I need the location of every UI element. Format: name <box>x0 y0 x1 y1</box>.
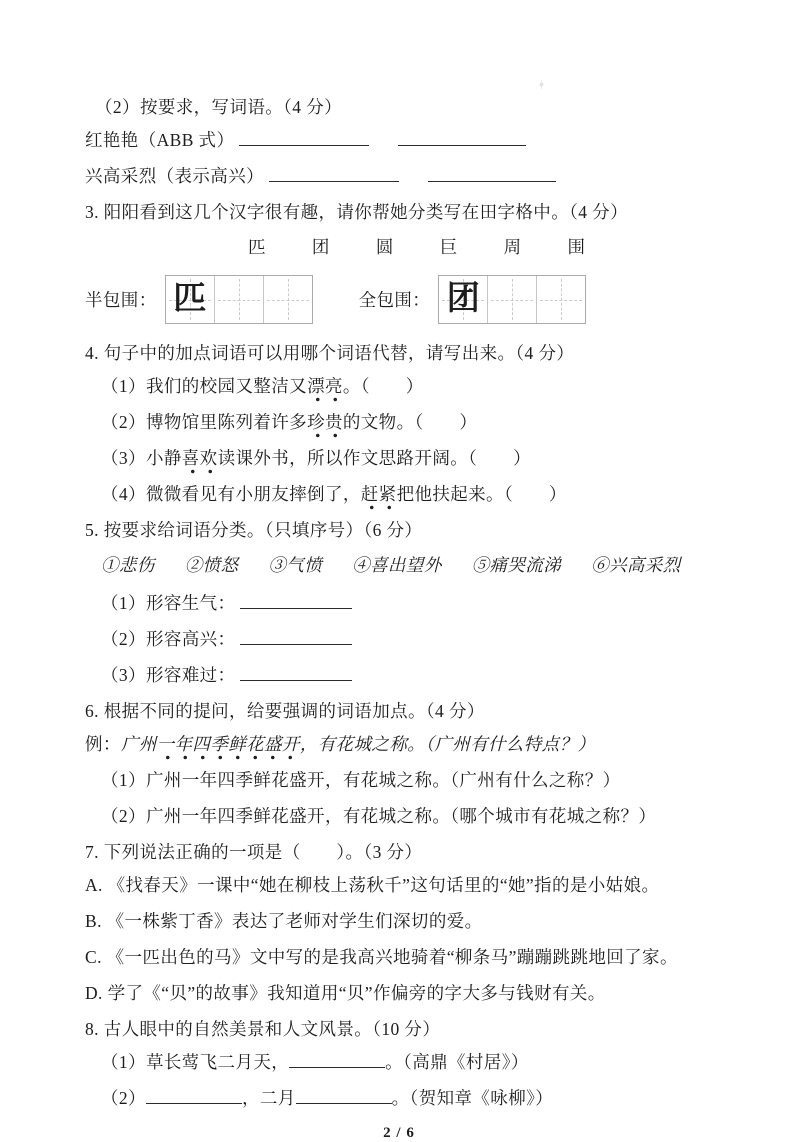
word-item: ③气愤 <box>268 555 323 575</box>
answer-blank <box>240 631 352 645</box>
handwritten-character: 团 <box>446 281 480 317</box>
question-6-item-2: （2）广州一年四季鲜花盛开，有花城之称。（哪个城市有花城之称？） <box>101 806 657 826</box>
classify-label: （1）形容生气： <box>101 593 236 613</box>
question-7-option-c: C. 《一匹出色的马》文中写的是我高兴地骑着“柳条马”蹦蹦跳跳地回了家。 <box>85 947 678 967</box>
tianzige-cell <box>488 276 537 323</box>
tianzige-cell <box>215 276 264 323</box>
emphasized-word: 喜欢 <box>182 448 218 474</box>
question-4-item-3 <box>85 447 713 469</box>
question-8-item-2 <box>85 1087 713 1109</box>
tianzige-cell <box>264 276 312 323</box>
question-4-item-1 <box>85 375 713 397</box>
character-item: 周 <box>503 237 522 257</box>
question-5-title: 5. 按要求给词语分类。（只填序号）（6 分） <box>85 520 423 540</box>
poem-text: ，二月 <box>241 1088 296 1108</box>
answer-blank <box>296 1090 392 1104</box>
word-list <box>85 552 713 577</box>
sentence-text: （3）小静 <box>101 448 182 468</box>
question-2 <box>85 96 713 187</box>
classify-label: （3）形容难过： <box>101 665 236 685</box>
sentence-text: （1）我们的校园又整洁又 <box>101 376 308 396</box>
sentence-text: 把他扶起来。（ ） <box>396 484 567 504</box>
question-3-title: 3. 阳阳看到这几个汉字很有趣，请你帮她分类写在田字格中。（4 分） <box>85 202 628 222</box>
poem-text: （2） <box>101 1088 146 1108</box>
tianzige-row <box>85 275 713 324</box>
question-4 <box>85 342 713 505</box>
sentence-text: 的文物。（ ） <box>342 412 478 432</box>
sentence-text: （2）博物馆里陈列着许多 <box>101 412 308 432</box>
question-2-item-2 <box>85 165 713 187</box>
question-5-item-3 <box>85 664 713 686</box>
character-item: 团 <box>311 237 330 257</box>
answer-blank <box>428 168 556 182</box>
answer-blank <box>240 667 352 681</box>
tianzige-cell <box>537 276 585 323</box>
question-6-example <box>85 733 713 755</box>
question-6-title: 6. 根据不同的提问，给要强调的词语加点。（4 分） <box>85 701 485 721</box>
question-5-item-1 <box>85 592 713 614</box>
tianzige-cell <box>439 276 488 323</box>
question-8-item-1 <box>85 1051 713 1073</box>
sentence-text: 广州 <box>120 734 157 754</box>
sentence-text: 读课外书，所以作文思路开阔。（ ） <box>217 448 532 468</box>
character-item: 围 <box>567 237 586 257</box>
word-item: ⑥兴高采烈 <box>591 555 681 575</box>
question-5-item-2 <box>85 628 713 650</box>
character-item: 巨 <box>439 237 458 257</box>
classify-label: （2）形容高兴： <box>101 629 236 649</box>
answer-blank <box>239 132 369 146</box>
question-2-item-1 <box>85 129 713 151</box>
emphasized-phrase: 一年四季鲜花盛开 <box>157 734 300 760</box>
question-7-option-b: B. 《一株紫丁香》表达了老师对学生们深切的爱。 <box>85 911 483 931</box>
tianzige-grid-full-enclosure <box>438 275 586 324</box>
word-prompt-label: 红艳艳（ABB 式） <box>85 130 235 150</box>
answer-blank <box>289 1054 385 1068</box>
answer-blank <box>146 1090 242 1104</box>
emphasized-word: 赶紧 <box>361 484 397 510</box>
answer-blank <box>269 168 399 182</box>
question-6-item-1: （1）广州一年四季鲜花盛开，有花城之称。（广州有什么之称？） <box>101 770 621 790</box>
word-prompt-label: 兴高采烈（表示高兴） <box>85 166 264 186</box>
question-8 <box>85 1018 713 1109</box>
full-enclosure-label: 全包围： <box>358 290 431 310</box>
word-item: ⑤痛哭流涕 <box>471 555 562 575</box>
answer-blank <box>398 132 526 146</box>
handwritten-character: 匹 <box>173 281 207 317</box>
question-3 <box>85 201 713 324</box>
question-4-title: 4. 句子中的加点词语可以用哪个词语代替，请写出来。（4 分） <box>85 343 575 363</box>
sentence-text: 。（ ） <box>342 376 424 396</box>
emphasized-word: 漂亮 <box>307 376 343 402</box>
tianzige-cell <box>166 276 215 323</box>
tianzige-grid-half-enclosure <box>165 275 313 324</box>
emphasized-word: 珍贵 <box>307 412 343 438</box>
example-label: 例： <box>85 734 121 754</box>
word-item: ①悲伤 <box>101 555 155 575</box>
question-4-item-2 <box>85 411 713 433</box>
question-5 <box>85 519 713 686</box>
question-7-title: 7. 下列说法正确的一项是（ ）。（3 分） <box>85 842 423 862</box>
question-8-title: 8. 古人眼中的自然美景和人文风景。（10 分） <box>85 1019 441 1039</box>
answer-blank <box>240 595 352 609</box>
scan-smudge-mark <box>537 80 546 89</box>
question-7-option-a: A. 《找春天》一课中“她在柳枝上荡秋千”这句话里的“她”指的是小姑娘。 <box>85 875 660 895</box>
question-7 <box>85 841 713 1004</box>
half-enclosure-label: 半包围： <box>85 290 157 310</box>
poem-source: 。（高鼎《村居》） <box>385 1052 529 1072</box>
character-item: 圆 <box>375 237 394 257</box>
question-7-option-d: D. 学了《“贝”的故事》我知道用“贝”作偏旁的字大多与钱财有关。 <box>85 983 606 1003</box>
sentence-text: ，有花城之称。（广州有什么特点？） <box>299 734 596 754</box>
page-number: 2 / 6 <box>383 1125 415 1141</box>
question-2-title: （2）按要求，写词语。（4 分） <box>95 97 343 117</box>
character-row <box>248 234 713 259</box>
word-item: ②愤怒 <box>184 555 239 575</box>
question-6 <box>85 700 713 827</box>
question-4-item-4 <box>85 483 713 505</box>
poem-text: （1）草长莺飞二月天， <box>101 1052 290 1072</box>
poem-source: 。（贺知章《咏柳》） <box>391 1088 554 1108</box>
character-item: 匹 <box>248 237 266 257</box>
word-item: ④喜出望外 <box>352 555 442 575</box>
sentence-text: （4）微微看见有小朋友摔倒了， <box>101 484 361 504</box>
